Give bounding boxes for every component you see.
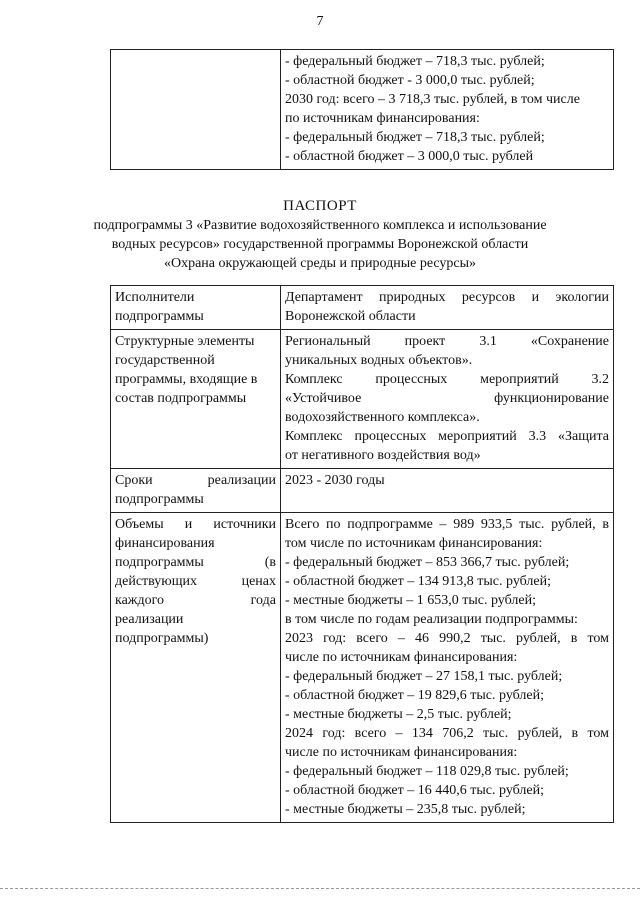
right-cell bbox=[281, 50, 614, 170]
cell-line: 2024 год: всего – 134 706,2 тыс. рублей, в том bbox=[285, 726, 609, 741]
cell-line: - федеральный бюджет – 27 158,1 тыс. рублей; bbox=[285, 669, 563, 684]
left-cell bbox=[111, 513, 281, 823]
cell-line: Департамент природных ресурсов и экологии bbox=[285, 290, 609, 305]
cell-line: 2023 - 2030 годы bbox=[285, 473, 385, 488]
cell-line: подпрограммы (в bbox=[115, 555, 276, 570]
heading-line: подпрограммы 3 «Развитие водохозяйственного комплекса и использование bbox=[93, 218, 547, 233]
left-cell bbox=[111, 50, 281, 170]
right-cell bbox=[281, 469, 614, 513]
heading-title: ПАСПОРТ bbox=[283, 198, 357, 214]
cell-line: 2023 год: всего – 46 990,2 тыс. рублей, в том bbox=[285, 631, 609, 646]
passport-table bbox=[110, 285, 614, 823]
table-row bbox=[111, 50, 614, 170]
cell-line: - областной бюджет – 19 829,6 тыс. рублей; bbox=[285, 688, 544, 703]
cell-line: Комплекс процессных мероприятий 3.3 «Защита bbox=[285, 429, 609, 444]
cell-line: состав подпрограммы bbox=[115, 391, 247, 406]
cell-line: программы, входящие в bbox=[115, 372, 258, 387]
right-cell bbox=[281, 330, 614, 469]
cell-line: реализации bbox=[115, 612, 184, 627]
table-row bbox=[111, 469, 614, 513]
cell-line: каждого года bbox=[115, 593, 276, 608]
cell-line: - областной бюджет - 3 000,0 тыс. рублей; bbox=[285, 73, 535, 88]
cell-line: числе по источникам финансирования: bbox=[285, 650, 518, 665]
cell-line: Структурные элементы bbox=[115, 334, 255, 349]
cell-line: Региональный проект 3.1 «Сохранение bbox=[285, 334, 609, 349]
cell-line: Воронежской области bbox=[285, 309, 416, 324]
cell-line: водохозяйственного комплекса». bbox=[285, 410, 480, 425]
right-cell bbox=[281, 513, 614, 823]
cell-line: Всего по подпрограмме – 989 933,5 тыс. рублей, в bbox=[285, 517, 609, 532]
cell-line: государственной bbox=[115, 353, 215, 368]
cell-line: - областной бюджет – 3 000,0 тыс. рублей bbox=[285, 149, 534, 164]
cell-line: финансирования bbox=[115, 536, 215, 551]
cell-line: от негативного воздействия вод» bbox=[285, 448, 481, 463]
cell-line: том числе по источникам финансирования: bbox=[285, 536, 543, 551]
cell-line: Комплекс процессных мероприятий 3.2 bbox=[285, 372, 609, 387]
cell-line: подпрограммы) bbox=[115, 631, 209, 646]
page-bottom-rule bbox=[0, 888, 640, 889]
cell-line: - местные бюджеты – 1 653,0 тыс. рублей; bbox=[285, 593, 536, 608]
left-cell bbox=[111, 330, 281, 469]
cell-line: в том числе по годам реализации подпрограммы: bbox=[285, 612, 578, 627]
cell-line: «Устойчивое функционирование bbox=[285, 391, 609, 406]
heading-line: водных ресурсов» государственной программы Воронежской области bbox=[111, 237, 529, 252]
cell-line: Исполнители bbox=[115, 290, 195, 305]
cell-line: подпрограммы bbox=[115, 492, 204, 507]
passport-heading bbox=[0, 197, 640, 273]
table-row bbox=[111, 286, 614, 330]
cell-line: подпрограммы bbox=[115, 309, 204, 324]
cell-line: - федеральный бюджет – 718,3 тыс. рублей; bbox=[285, 54, 545, 69]
page-number: 7 bbox=[316, 14, 324, 29]
cell-line: - федеральный бюджет – 853 366,7 тыс. рублей; bbox=[285, 555, 570, 570]
cell-line: по источникам финансирования: bbox=[285, 111, 480, 126]
right-cell bbox=[281, 286, 614, 330]
continued-funding-table bbox=[110, 49, 614, 170]
heading-line: «Охрана окружающей среды и природные ресурсы» bbox=[163, 256, 477, 271]
cell-line: - областной бюджет – 134 913,8 тыс. рублей; bbox=[285, 574, 551, 589]
cell-line: числе по источникам финансирования: bbox=[285, 745, 518, 760]
table-row bbox=[111, 330, 614, 469]
cell-line: Объемы и источники bbox=[115, 517, 276, 532]
cell-line: действующих ценах bbox=[115, 574, 276, 589]
cell-line: уникальных водных объектов». bbox=[285, 353, 473, 368]
left-cell bbox=[111, 286, 281, 330]
cell-line: Сроки реализации bbox=[115, 473, 276, 488]
cell-line: 2030 год: всего – 3 718,3 тыс. рублей, в том числе bbox=[285, 92, 580, 107]
table-row bbox=[111, 513, 614, 823]
cell-line: - областной бюджет – 16 440,6 тыс. рублей; bbox=[285, 783, 544, 798]
cell-line: - федеральный бюджет – 118 029,8 тыс. рублей; bbox=[285, 764, 569, 779]
cell-line: - федеральный бюджет – 718,3 тыс. рублей; bbox=[285, 130, 545, 145]
cell-line: - местные бюджеты – 235,8 тыс. рублей; bbox=[285, 802, 526, 817]
left-cell bbox=[111, 469, 281, 513]
cell-line: - местные бюджеты – 2,5 тыс. рублей; bbox=[285, 707, 512, 722]
